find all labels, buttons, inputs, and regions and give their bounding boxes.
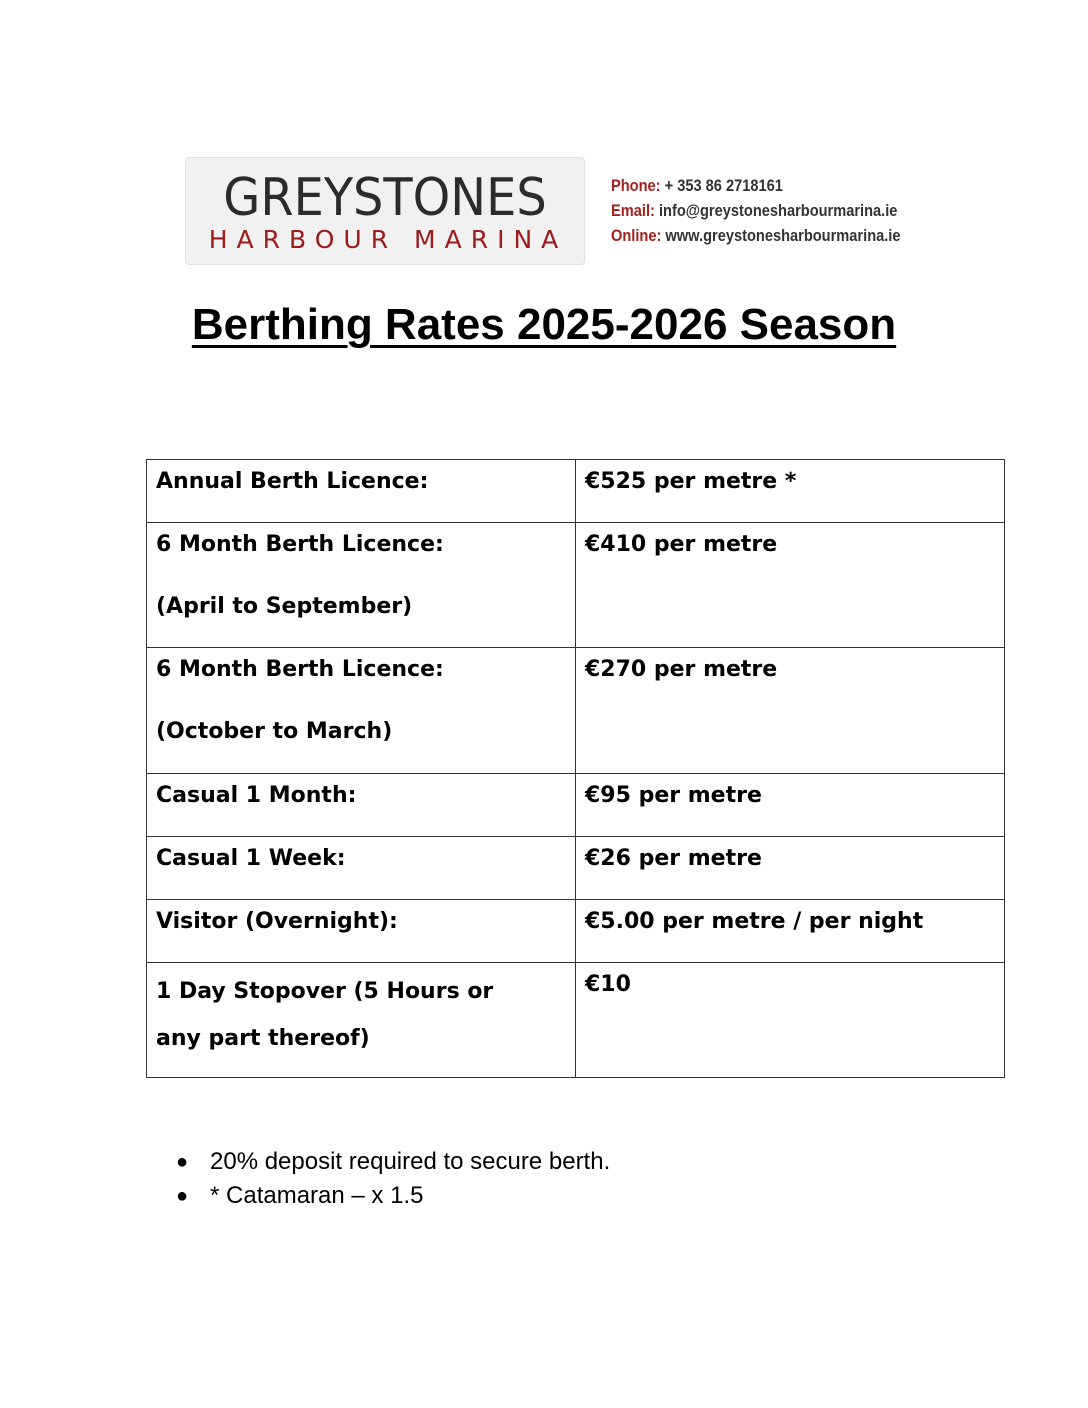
list-item	[176, 1179, 610, 1213]
rate-item	[147, 523, 576, 648]
email-value: info@greystonesharbourmarina.ie	[658, 201, 898, 220]
rate-item	[147, 963, 576, 1078]
logo-wordmark: GREYSTONES	[223, 168, 547, 228]
note-text: 20% deposit required to secure berth.	[210, 1148, 611, 1175]
online-label: Online:	[611, 226, 662, 245]
rate-item-label: 1 Day Stopover (5 Hours or	[156, 979, 494, 1004]
bullet-icon: ●	[176, 1185, 189, 1207]
rate-item-label: 6 Month Berth Licence:	[156, 657, 444, 682]
table-row	[147, 900, 1005, 963]
email-label: Email:	[611, 201, 655, 220]
rate-item-note: (April to September)	[156, 594, 413, 619]
list-item	[176, 1145, 610, 1179]
table-row	[147, 837, 1005, 900]
table-row	[147, 523, 1005, 648]
marina-logo	[185, 157, 585, 265]
rate-item: Annual Berth Licence:	[147, 460, 576, 523]
rate-item: Casual 1 Week:	[147, 837, 576, 900]
notes-list	[176, 1145, 610, 1213]
rate-item-note: (October to March)	[156, 719, 393, 744]
rate-item	[147, 648, 576, 774]
online-value: www.greystonesharbourmarina.ie	[665, 226, 901, 245]
phone-label: Phone:	[611, 176, 661, 195]
rate-price: €26 per metre	[576, 837, 1005, 900]
contact-phone-row	[611, 173, 901, 198]
rate-item: Casual 1 Month:	[147, 774, 576, 837]
rate-item-label: 6 Month Berth Licence:	[156, 532, 444, 557]
bullet-icon: ●	[176, 1151, 189, 1173]
contact-block	[611, 173, 901, 248]
rates-table	[146, 459, 1005, 1078]
rate-price: €95 per metre	[576, 774, 1005, 837]
rate-price: €5.00 per metre / per night	[576, 900, 1005, 963]
rate-item-note: any part thereof)	[156, 1026, 370, 1051]
phone-value: + 353 86 2718161	[664, 176, 783, 195]
contact-online-row	[611, 223, 901, 248]
rate-price: €525 per metre *	[576, 460, 1005, 523]
rate-item: Visitor (Overnight):	[147, 900, 576, 963]
rate-price: €10	[576, 963, 1005, 1078]
table-row	[147, 774, 1005, 837]
contact-email-row	[611, 198, 901, 223]
note-text: * Catamaran – x 1.5	[210, 1182, 424, 1209]
rate-price: €270 per metre	[576, 648, 1005, 774]
logo-subtitle: HARBOUR MARINA	[208, 225, 568, 254]
rate-price: €410 per metre	[576, 523, 1005, 648]
table-row	[147, 963, 1005, 1078]
table-row	[147, 460, 1005, 523]
table-row	[147, 648, 1005, 774]
page-title: Berthing Rates 2025-2026 Season	[191, 300, 897, 349]
